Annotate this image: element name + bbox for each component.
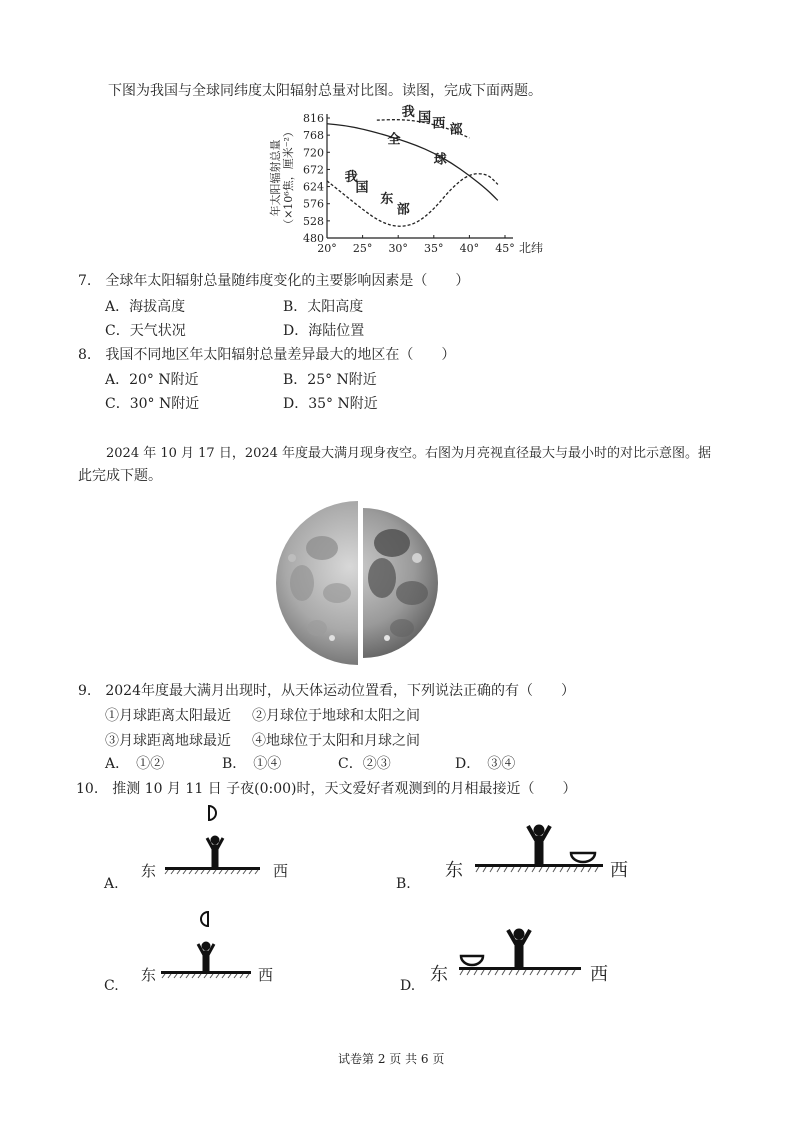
q10-option-b-east: 东 (445, 860, 463, 881)
q9-statement-1: ①月球距离太阳最近 (105, 708, 231, 724)
observer-icon (528, 825, 550, 864)
q10-option-b-figure[interactable] (473, 818, 605, 883)
curve-label-east: 东 (380, 192, 394, 207)
curve-label-east: 国 (355, 180, 369, 196)
third-quarter-moon-icon (571, 853, 595, 862)
observer-icon (198, 942, 214, 971)
x-tick-label: 20° (317, 242, 337, 255)
first-quarter-moon-icon (209, 806, 216, 820)
q9-option-b[interactable]: B． ①④ (222, 756, 282, 772)
q10-option-a-figure[interactable] (160, 800, 270, 880)
curve-label-west: 西 (432, 116, 446, 132)
observer-icon (207, 836, 223, 867)
curve-label-west: 国 (418, 110, 432, 126)
ground-line (475, 864, 603, 867)
y-tick-label: 528 (303, 214, 324, 228)
q7-option-c[interactable]: C．天气状况 (105, 323, 186, 339)
intro-text-1: 下图为我国与全球同纬度太阳辐射总量对比图。读图，完成下面两题。 (108, 83, 542, 99)
q10-option-d-figure[interactable] (455, 922, 585, 984)
q7-stem: 7. 全球年太阳辐射总量随纬度变化的主要影响因素是（ ） (78, 273, 470, 289)
q10-option-d-west: 西 (590, 964, 608, 985)
x-tick-label: 30° (388, 242, 408, 255)
y-tick-label: 672 (303, 163, 324, 177)
intro-text-2-line1: 2024 年 10 月 17 日，2024 年度最大满月现身夜空。右图为月亮视直径最大与最小时的对比示意图。据 (106, 446, 712, 461)
q10-option-d-letter[interactable]: D. (400, 978, 416, 994)
intro-text-2-line2: 此完成下题。 (78, 468, 162, 484)
x-axis-label: 北纬 (518, 241, 544, 255)
x-tick-label: 25° (352, 242, 373, 255)
q8-option-c[interactable]: C．30° N附近 (105, 396, 200, 412)
q10-option-c-figure[interactable] (158, 906, 256, 984)
observer-icon (508, 929, 530, 967)
page-footer: 试卷第 2 页 共 6 页 (338, 1052, 445, 1066)
series-line-全球 (327, 124, 498, 201)
y-tick-label: 624 (303, 180, 324, 194)
y-axis-label: （×10⁶焦，厘米⁻²） (282, 126, 295, 230)
q8-stem: 8. 我国不同地区年太阳辐射总量差异最大的地区在（ ） (78, 347, 456, 363)
q8-option-d[interactable]: D．35° N附近 (283, 396, 378, 412)
q10-option-d-east: 东 (430, 964, 448, 985)
y-tick-label: 816 (303, 112, 324, 125)
q10-option-a-east: 东 (141, 862, 157, 880)
q10-option-c-east: 东 (141, 966, 157, 984)
q7-option-a[interactable]: A．海拔高度 (105, 299, 186, 315)
waning-moon-icon (461, 956, 483, 965)
curve-label-global: 全 (387, 132, 401, 148)
q10-option-a-west: 西 (273, 862, 289, 880)
ground-line (459, 967, 581, 970)
q9-statement-4: ④地球位于太阳和月球之间 (252, 733, 420, 749)
q10-option-b-letter[interactable]: B. (396, 876, 411, 892)
x-tick-label: 35° (424, 242, 444, 255)
q9-statement-2: ②月球位于地球和太阳之间 (252, 708, 420, 724)
q10-option-b-west: 西 (610, 860, 628, 881)
q8-option-a[interactable]: A．20° N附近 (105, 372, 199, 388)
curve-label-west: 我 (401, 104, 415, 120)
curve-label-east: 部 (396, 202, 410, 218)
q9-stem: 9. 2024年度最大满月出现时，从天体运动位置看，下列说法正确的有（ ） (78, 683, 575, 699)
curve-label-global: 球 (433, 152, 447, 168)
q10-option-c-west: 西 (258, 966, 274, 984)
y-axis-label: 年太阳辐射总量 (269, 139, 282, 217)
solar-radiation-chart (265, 104, 544, 260)
ground-line (161, 971, 251, 974)
q9-option-d[interactable]: D． ③④ (455, 756, 516, 772)
q10-option-c-letter[interactable]: C. (104, 978, 119, 994)
curve-label-west: 部 (449, 122, 463, 138)
q9-option-c[interactable]: C．②③ (338, 756, 391, 772)
q7-option-d[interactable]: D．海陆位置 (283, 323, 365, 339)
y-tick-label: 768 (303, 129, 324, 143)
moon-comparison-image (262, 498, 447, 668)
q9-statement-3: ③月球距离地球最近 (105, 733, 231, 749)
crescent-moon-icon (201, 912, 208, 926)
ground-line (165, 867, 260, 870)
q7-option-b[interactable]: B．太阳高度 (283, 299, 364, 315)
x-tick-label: 40° (459, 242, 480, 255)
y-tick-label: 480 (303, 232, 324, 245)
q10-stem: 10. 推测 10 月 11 日 子夜(0:00)时，天文爱好者观测到的月相最接近（ ） (76, 781, 577, 797)
curve-label-east: 我 (344, 169, 358, 185)
x-tick-label: 45° (495, 242, 515, 255)
q10-option-a-letter[interactable]: A. (104, 876, 119, 892)
y-tick-label: 720 (303, 146, 324, 160)
y-tick-label: 576 (303, 197, 324, 211)
q9-option-a[interactable]: A． ①② (105, 756, 165, 772)
q8-option-b[interactable]: B．25° N附近 (283, 372, 377, 388)
